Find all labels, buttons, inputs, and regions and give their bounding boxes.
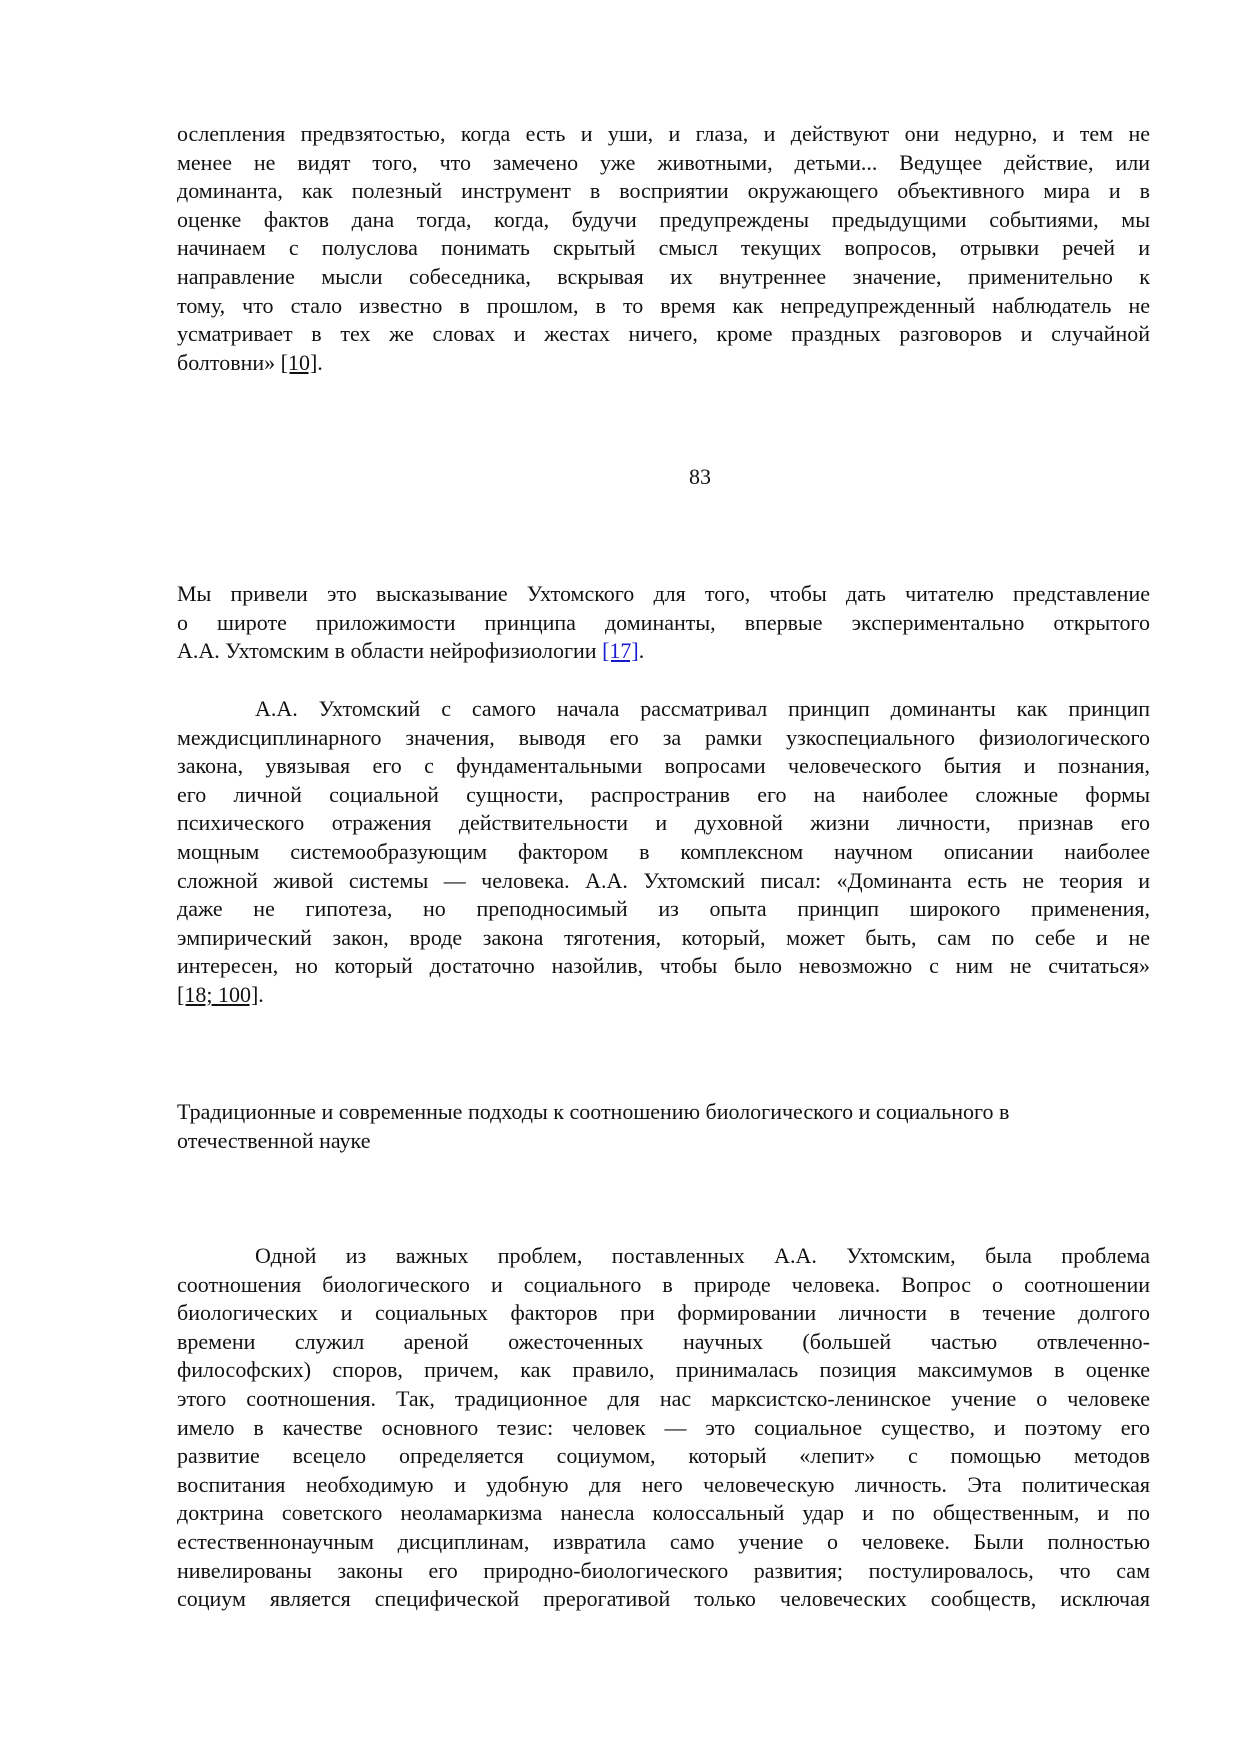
text-line: философских) споров, причем, как правило, принималась позиция максимумов в оценке [177,1357,1150,1383]
text-line: направление мысли собеседника, вскрывая их внутреннее значение, применительно к [177,263,1150,289]
text-line: оценке фактов дана тогда, когда, будучи предупреждены предыдущими событиями, мы [177,206,1150,232]
paragraph-intro [177,580,1150,666]
text-line: этого соотношения. Так, традиционное для нас марксистско-ленинское учение о человеке [177,1385,1150,1411]
reference-link-17[interactable]: [17] [602,638,639,664]
text: . [317,349,323,375]
text-line: А.А. Ухтомский с самого начала рассматривал принцип доминанты как принцип [255,696,1150,721]
text-line [177,637,1150,666]
text: . [638,638,645,664]
text-line: его личной социальной сущности, распространив его на наиболее сложные формы [177,781,1150,807]
text-line: психического отражения действительности и духовной жизни личности, признав его [177,810,1150,836]
text-line: о широте приложимости принципа доминанты, впервые экспериментально открытого [177,609,1150,635]
text-line: тому, что стало известно в прошлом, в то время как непредупрежденный наблюдатель не [177,292,1150,318]
reference-link-10[interactable]: [10] [280,349,318,375]
text-line: ослепления предвзятостью, когда есть и уши, и глаза, и действуют они недурно, и тем не [177,121,1150,146]
section-heading [177,1098,1150,1155]
paragraph-biological-social [177,1242,1150,1614]
text-line: биологических и социальных факторов при формировании личности в течение долгого [177,1300,1150,1326]
text-line: начинаем с полуслова понимать скрытый смысл текущих вопросов, отрывки речей и [177,235,1150,261]
page-number: 83 [689,464,711,489]
text-line: даже не гипотеза, но преподносимый из опыта принцип широкого применения, [177,896,1150,922]
text-line: соотношения биологического и социального в природе человека. Вопрос о соотношении [177,1271,1150,1297]
text: . [258,981,264,1007]
text-line: усматривает в тех же словах и жестах ничего, кроме праздных разговоров и случайной [177,321,1150,347]
text-line: менее не видят того, что замечено уже животными, детьми... Ведущее действие, или [177,149,1150,175]
paragraph-quote-continuation [177,120,1150,377]
text-line: нивелированы законы его природно-биологического развития; постулировалось, что сам [177,1557,1150,1583]
paragraph-dominant [177,695,1150,1010]
text-line: Одной из важных проблем, поставленных А.А. Ухтомским, была проблема [255,1243,1150,1268]
heading-line: отечественной науке [177,1127,371,1153]
text-line: интересен, но который достаточно назойлив, чтобы было невозможно с ним не считаться» [177,953,1150,979]
text-line: социум является специфической прерогативой только человеческих сообществ, исключая [177,1586,1150,1612]
reference-link-18[interactable]: [18; 100] [177,981,259,1007]
text-line: доминанта, как полезный инструмент в восприятии окружающего объективного мира и в [177,178,1150,204]
text-line: закона, увязывая его с фундаментальными вопросами человеческого бытия и познания, [177,753,1150,779]
text-line: имело в качестве основного тезис: человек — это социальное существо, и поэтому его [177,1414,1150,1440]
text-line: мощным системообразующим фактором в комплексном научном описании наиболее [177,838,1150,864]
text-line: сложной живой системы — человека. А.А. Ухтомский писал: «Доминанта есть не теория и [177,867,1150,893]
text-line [177,349,1150,378]
heading-line: Традиционные и современные подходы к соотношению биологического и социального в [177,1099,1010,1124]
text-line: Мы привели это высказывание Ухтомского для того, чтобы дать читателю представление [177,581,1150,606]
text-line [177,981,1150,1010]
text-line: воспитания необходимую и удобную для него человеческую личность. Эта политическая [177,1471,1150,1497]
text: А.А. Ухтомским в области нейрофизиологии [177,638,603,664]
text-line: доктрина советского неоламаркизма нанесла колоссальный удар и по общественным, и по [177,1500,1150,1526]
text-line: развитие всецело определяется социумом, который «лепит» с помощью методов [177,1443,1150,1469]
text: болтовни» [177,349,281,375]
text-line: времени служил ареной ожесточенных научных (большей частью отвлеченно- [177,1328,1150,1354]
text-line: естественнонаучным дисциплинам, извратила само учение о человеке. Были полностью [177,1528,1150,1554]
text-line: междисциплинарного значения, выводя его за рамки узкоспециального физиологического [177,724,1150,750]
text-line: эмпирический закон, вроде закона тяготения, который, может быть, сам по себе и не [177,924,1150,950]
